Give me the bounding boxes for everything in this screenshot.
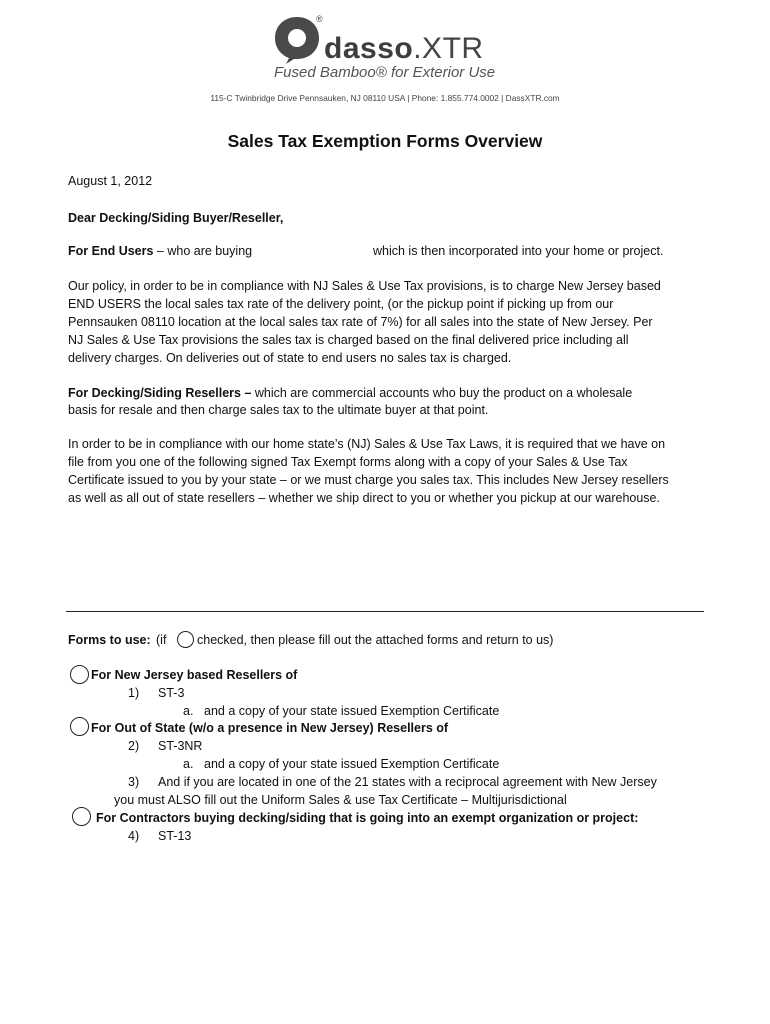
- policy-line: Our policy, in order to be in compliance with NJ Sales & Use Tax provisions, is to charge New Jersey based: [68, 279, 661, 293]
- item-1a-letter: a.: [183, 704, 194, 718]
- policy-line: END USERS the local sales tax rate of the delivery point, (or the pickup point if picking up from our: [68, 297, 614, 311]
- item-2-number: 2): [128, 739, 140, 753]
- page-title: Sales Tax Exemption Forms Overview: [227, 131, 543, 151]
- nj-resellers-checkbox[interactable]: [70, 665, 89, 684]
- section-divider: [66, 611, 704, 612]
- salutation: Dear Decking/Siding Buyer/Reseller,: [68, 211, 284, 225]
- logo-mark-icon: [272, 14, 322, 64]
- out-of-state-heading: For Out of State (w/o a presence in New Jersey) Resellers of: [91, 721, 449, 735]
- out-of-state-checkbox[interactable]: [70, 717, 89, 736]
- forms-checked-text: checked, then please fill out the attached forms and return to us): [197, 633, 554, 647]
- item-4-number: 4): [128, 829, 140, 843]
- policy-line: delivery charges. On deliveries out of state to end users no sales tax is charged.: [68, 351, 512, 365]
- item-2a-text: and a copy of your state issued Exemption Certificate: [204, 757, 500, 771]
- resellers-line2: basis for resale and then charge sales tax to the ultimate buyer at that point.: [68, 403, 489, 417]
- contractors-heading: For Contractors buying decking/siding that is going into an exempt organization or project:: [96, 811, 639, 825]
- item-1a-text: and a copy of your state issued Exemption Certificate: [204, 704, 500, 718]
- company-logo: [272, 14, 522, 86]
- tagline: Fused Bamboo® for Exterior Use: [274, 64, 496, 81]
- logo-wordmark-bold: dasso: [324, 32, 414, 65]
- compliance-line: Certificate issued to you by your state – or we must charge you sales tax. This includes New Jersey resellers: [68, 473, 669, 487]
- resellers-line1: which are commercial accounts who buy the product on a wholesale: [251, 386, 633, 400]
- item-3-number: 3): [128, 775, 140, 789]
- contractors-checkbox[interactable]: [72, 807, 91, 826]
- logo-wordmark-light: .XTR: [413, 32, 484, 65]
- end-users-text-a: – who are buying: [153, 244, 253, 258]
- item-3-continuation: you must ALSO fill out the Uniform Sales & use Tax Certificate – Multijurisdictional: [114, 793, 567, 807]
- end-users-paragraph: [68, 242, 252, 260]
- letter-date: August 1, 2012: [68, 174, 153, 188]
- legend-checkbox-circle: [177, 631, 194, 648]
- item-1-text: ST-3: [158, 686, 185, 700]
- resellers-paragraph: [68, 384, 632, 402]
- compliance-line: as well as all out of state resellers – whether we ship direct to you or whether you pickup at our warehouse.: [68, 491, 660, 505]
- end-users-text-b: which is then incorporated into your home or project.: [373, 244, 664, 258]
- registered-mark: ®: [316, 14, 323, 24]
- nj-resellers-heading: For New Jersey based Resellers of: [91, 668, 298, 682]
- compliance-line: In order to be in compliance with our home state’s (NJ) Sales & Use Tax Laws, it is required that we have on: [68, 437, 666, 451]
- item-1-number: 1): [128, 686, 140, 700]
- item-3-text: And if you are located in one of the 21 states with a reciprocal agreement with New Jersey: [158, 775, 657, 789]
- item-2a-letter: a.: [183, 757, 194, 771]
- compliance-line: file from you one of the following signed Tax Exempt forms along with a copy of your Sales & Use Tax: [68, 455, 628, 469]
- end-users-label: For End Users: [68, 244, 154, 258]
- logo-wordmark: [324, 32, 484, 66]
- company-address: 115-C Twinbridge Drive Pennsauken, NJ 08110 USA | Phone: 1.855.774.0002 | DassXTR.com: [210, 93, 560, 103]
- resellers-label: For Decking/Siding Resellers –: [68, 386, 252, 400]
- policy-line: Pennsauken 08110 location at the local sales tax rate of 7%) for all sales into the state of New Jersey. Per: [68, 315, 653, 329]
- forms-if-text: (if: [156, 633, 167, 647]
- item-2-text: ST-3NR: [158, 739, 203, 753]
- item-4-text: ST-13: [158, 829, 192, 843]
- forms-label: Forms to use:: [68, 633, 151, 647]
- policy-line: NJ Sales & Use Tax provisions the sales tax is charged based on the final delivered price including all: [68, 333, 629, 347]
